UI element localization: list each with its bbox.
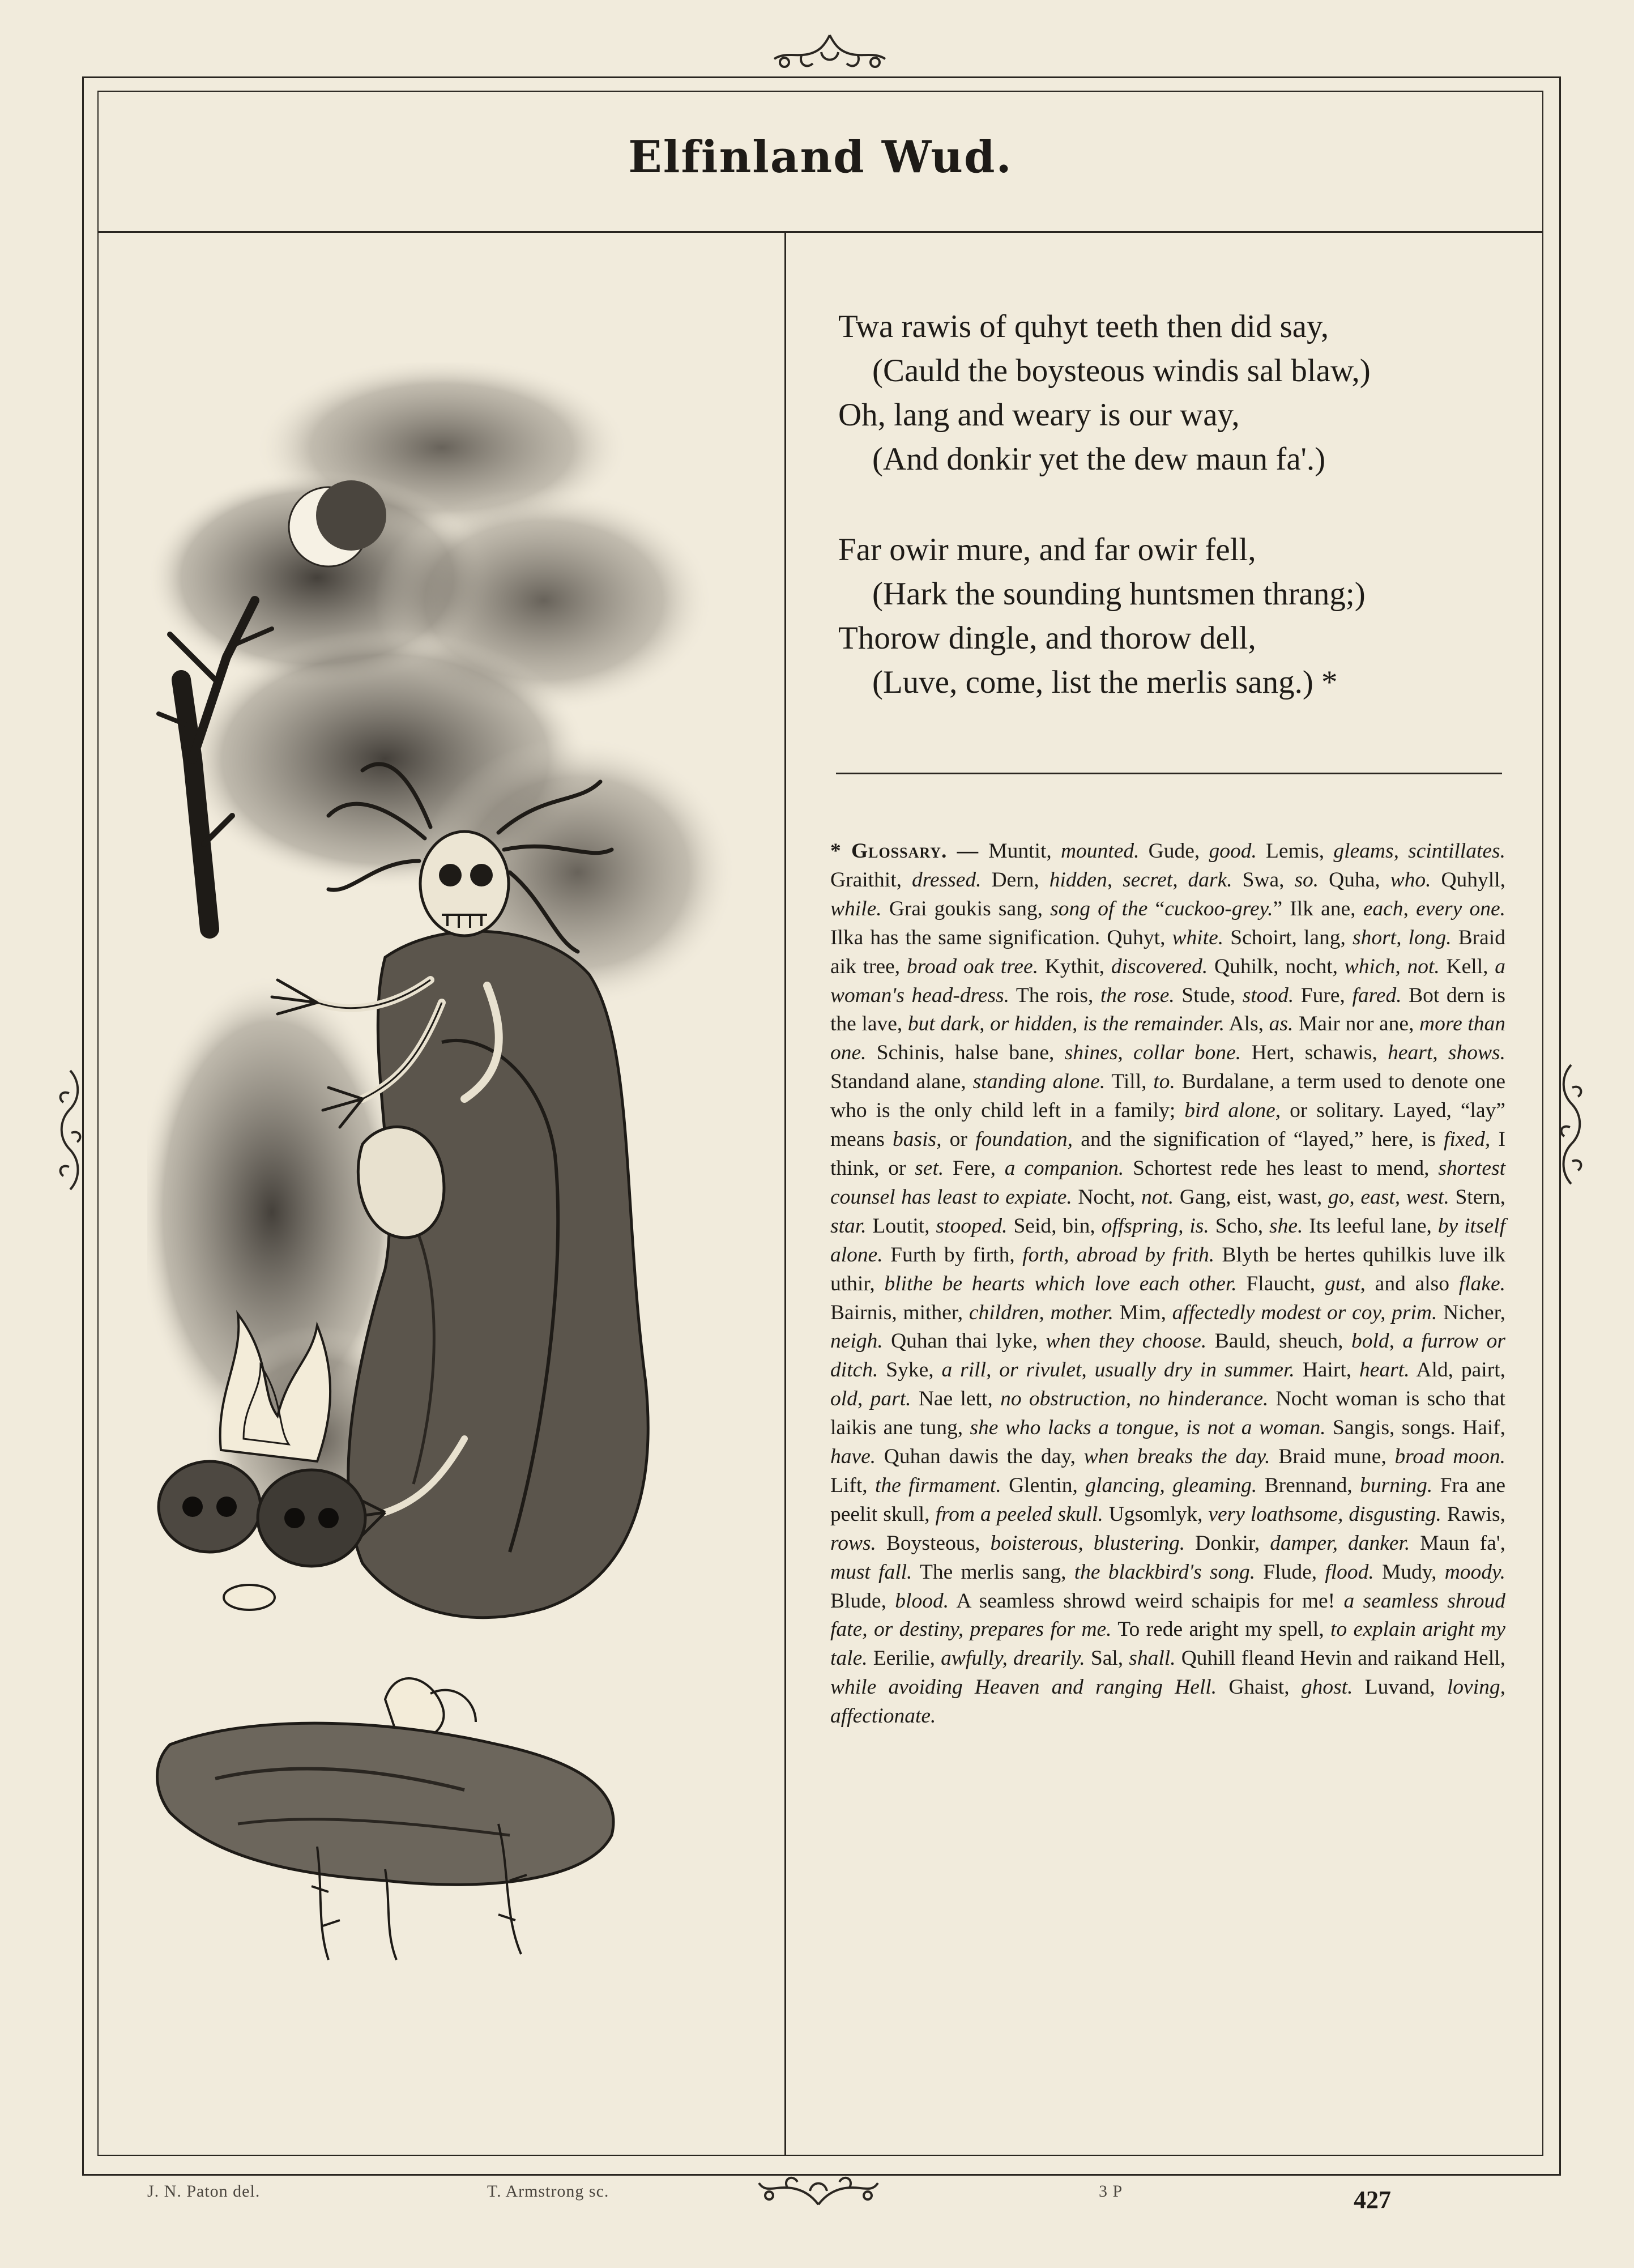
glossary-term: Ugsomlyk, bbox=[1103, 1502, 1209, 1526]
engraver-credit: T. Armstrong sc. bbox=[487, 2182, 609, 2201]
glossary-definition: she who lacks a tongue, is not a woman. bbox=[970, 1416, 1326, 1440]
glossary-term: Bot dern is the lave, bbox=[830, 983, 1506, 1036]
glossary-definition: not. bbox=[1141, 1185, 1174, 1209]
top-ornament-icon bbox=[767, 29, 892, 74]
glossary-term: Sangis, songs. Haif, bbox=[1325, 1416, 1506, 1440]
glossary-definition: neigh. bbox=[830, 1329, 883, 1353]
glossary-term: Quhill fleand Hevin and raikand Hell, bbox=[1175, 1647, 1505, 1670]
glossary-term: Luvand, bbox=[1353, 1676, 1447, 1699]
glossary-term: Rawis, bbox=[1441, 1502, 1505, 1526]
glossary-definition: offspring, is. bbox=[1101, 1214, 1209, 1238]
glossary-term: or solitary. Layed, “lay” means bbox=[830, 1099, 1505, 1152]
glossary-definition: hidden, secret, dark. bbox=[1049, 868, 1232, 892]
glossary-definition: shortest counsel has least to expiate. bbox=[830, 1156, 1505, 1209]
glossary-definition: heart, shows. bbox=[1388, 1041, 1506, 1065]
glossary-definition: shines, collar bone. bbox=[1064, 1041, 1242, 1065]
glossary-definition: old, part. bbox=[830, 1387, 911, 1411]
verse-line: (Luve, come, list the merlis sang.) * bbox=[872, 664, 1338, 700]
verse-line: Far owir mure, and far owir fell, bbox=[838, 532, 1256, 568]
verse-line: (Hark the sounding huntsmen thrang;) bbox=[872, 576, 1366, 612]
glossary-term: Ilka has the same signification. Quhyt, bbox=[830, 926, 1172, 949]
glossary-definition: bold, a furrow or ditch. bbox=[830, 1329, 1505, 1382]
glossary-term: To rede aright my spell, bbox=[1111, 1618, 1331, 1642]
verse-stanza-2 bbox=[838, 528, 1546, 705]
glossary-term: Fere, bbox=[944, 1156, 1005, 1180]
glossary-term: Muntit, bbox=[988, 839, 1061, 863]
glossary-definition: fared. bbox=[1352, 983, 1402, 1007]
glossary-term: Als, bbox=[1225, 1012, 1269, 1036]
verse-line: (Cauld the boysteous windis sal blaw,) bbox=[872, 353, 1371, 389]
glossary-term: Donkir, bbox=[1185, 1531, 1270, 1555]
verse-line: (And donkir yet the dew maun fa'.) bbox=[872, 441, 1326, 477]
glossary-definition: awfully, drearily. bbox=[941, 1647, 1085, 1670]
glossary-term: Hert, schawis, bbox=[1241, 1041, 1388, 1065]
glossary-term: Dern, bbox=[981, 868, 1049, 892]
verse-line: Twa rawis of quhyt teeth then did say, bbox=[838, 309, 1329, 344]
glossary-term: I think, or bbox=[830, 1128, 1505, 1180]
glossary-definition: to explain aright my tale. bbox=[830, 1618, 1506, 1670]
artist-credit: J. N. Paton del. bbox=[147, 2182, 261, 2201]
glossary-definition: the firmament. bbox=[874, 1473, 1001, 1497]
glossary-term: Quhan thai lyke, bbox=[882, 1329, 1046, 1353]
glossary-term: Nicher, bbox=[1437, 1301, 1505, 1324]
engraving-illustration bbox=[147, 363, 753, 1966]
glossary-term: Till, bbox=[1105, 1070, 1154, 1094]
glossary-term: Brennand, bbox=[1257, 1473, 1360, 1497]
glossary-definition: damper, danker. bbox=[1270, 1531, 1410, 1555]
glossary-definition: which, not. bbox=[1344, 954, 1440, 978]
glossary-term: Its leeful lane, bbox=[1303, 1214, 1438, 1238]
glossary-definition: by itself alone. bbox=[830, 1214, 1505, 1267]
glossary-term: Flude, bbox=[1255, 1560, 1325, 1584]
glossary-term: Seid, bin, bbox=[1007, 1214, 1102, 1238]
glossary-definition: discovered. bbox=[1111, 954, 1208, 978]
glossary-term: Quha, bbox=[1319, 868, 1390, 892]
verse-stanza-1 bbox=[838, 305, 1546, 481]
glossary-definition: while. bbox=[830, 897, 882, 920]
glossary-term: Nae lett, bbox=[911, 1387, 1001, 1411]
glossary-definition: short, long. bbox=[1353, 926, 1452, 949]
glossary-definition: gust, bbox=[1325, 1272, 1366, 1295]
glossary-definition: have. bbox=[830, 1445, 876, 1469]
glossary-term: Bauld, sheuch, bbox=[1206, 1329, 1351, 1353]
glossary-term: Syke, bbox=[878, 1358, 942, 1382]
glossary-term: The merlis sang, bbox=[912, 1560, 1074, 1584]
right-ornament-icon bbox=[1553, 1059, 1589, 1190]
glossary-term: Stude, bbox=[1174, 983, 1243, 1007]
glossary-term: Kell, bbox=[1439, 954, 1495, 978]
glossary-definition: song of the bbox=[1050, 897, 1148, 920]
title-rule bbox=[97, 231, 1543, 233]
glossary-term: Loutit, bbox=[866, 1214, 936, 1238]
ground-foliage bbox=[157, 1723, 614, 1960]
glossary-definition: as. bbox=[1269, 1012, 1294, 1036]
glossary-term: Graithit, bbox=[830, 868, 912, 892]
glossary-term: A seamless shrowd weird schaipis for me! bbox=[949, 1589, 1344, 1613]
glossary-definition: forth, abroad by frith. bbox=[1022, 1243, 1215, 1267]
verse-line: Thorow dingle, and thorow dell, bbox=[838, 620, 1256, 656]
glossary-term: The rois, bbox=[1009, 983, 1100, 1007]
bottom-ornament-icon bbox=[753, 2171, 884, 2211]
glossary-definition: a rill, or rivulet, usually dry in summer. bbox=[941, 1358, 1295, 1382]
glossary-term: Eerilie, bbox=[867, 1647, 941, 1670]
glossary-term: “ bbox=[1147, 897, 1165, 920]
glossary-definition: foundation, bbox=[975, 1128, 1073, 1152]
column-divider bbox=[784, 231, 786, 2156]
glossary-definition: star. bbox=[830, 1214, 867, 1238]
glossary-definition: very loathsome, disgusting. bbox=[1208, 1502, 1441, 1526]
glossary-definition: a woman's head-dress. bbox=[830, 954, 1506, 1007]
glossary-term: Scho, bbox=[1209, 1214, 1269, 1238]
glossary-term: Blude, bbox=[830, 1589, 895, 1613]
glossary-term: Standand alane, bbox=[830, 1070, 973, 1094]
glossary-term: Gang, eist, wast, bbox=[1174, 1185, 1328, 1209]
glossary-term: Nocht woman is scho that laikis ane tung, bbox=[830, 1387, 1505, 1440]
verse-rule bbox=[836, 773, 1502, 774]
glossary-term: Fure, bbox=[1294, 983, 1353, 1007]
glossary-definition: blithe be hearts which love each other. bbox=[884, 1272, 1237, 1295]
glossary-definition: she. bbox=[1269, 1214, 1303, 1238]
glossary-definition: must fall. bbox=[830, 1560, 912, 1584]
glossary-lead: * Glossary. — bbox=[830, 839, 989, 863]
glossary-definition: glancing, gleaming. bbox=[1085, 1473, 1257, 1497]
glossary-term: or bbox=[941, 1128, 976, 1152]
glossary-definition: when breaks the day. bbox=[1083, 1445, 1270, 1469]
glossary-definition: affectedly modest or coy, prim. bbox=[1172, 1301, 1437, 1324]
glossary-definition: a seamless shroud fate, or destiny, prepares for me. bbox=[830, 1589, 1505, 1642]
glossary-term: Quhilk, nocht, bbox=[1208, 954, 1345, 978]
glossary-definition: to. bbox=[1153, 1070, 1175, 1094]
glossary-definition: burning. bbox=[1360, 1473, 1433, 1497]
glossary-definition: standing alone. bbox=[972, 1070, 1106, 1094]
glossary-term: Schortest rede hes least to mend, bbox=[1124, 1156, 1439, 1180]
glossary-term: Schoirt, lang, bbox=[1223, 926, 1353, 949]
glossary-definition: rows. bbox=[830, 1531, 876, 1555]
glossary-definition: dressed. bbox=[911, 868, 982, 892]
glossary-term: Mair nor ane, bbox=[1293, 1012, 1420, 1036]
glossary-definition: heart. bbox=[1359, 1358, 1410, 1382]
glossary-definition: mounted. bbox=[1060, 839, 1140, 863]
glossary-definition: basis, bbox=[893, 1128, 942, 1152]
glossary-term: Stern, bbox=[1449, 1185, 1505, 1209]
glossary-definition: bird alone, bbox=[1184, 1099, 1281, 1123]
page-title: Elfinland Wud. bbox=[628, 131, 1013, 183]
glossary-term: Glentin, bbox=[1001, 1473, 1086, 1497]
glossary-term: Ald, pairt, bbox=[1409, 1358, 1506, 1382]
glossary-term: Swa, bbox=[1232, 868, 1295, 892]
glossary-definition: boisterous, blustering. bbox=[990, 1531, 1185, 1555]
glossary-term: and also bbox=[1365, 1272, 1459, 1295]
glossary-definition: more than one. bbox=[830, 1012, 1505, 1065]
glossary-term: Bairnis, mither, bbox=[830, 1301, 969, 1324]
glossary-definition: good. bbox=[1209, 839, 1257, 863]
glossary-term: Sal, bbox=[1085, 1647, 1129, 1670]
glossary-term: Braid mune, bbox=[1270, 1445, 1395, 1469]
glossary-term: Lemis, bbox=[1256, 839, 1334, 863]
glossary-definition: blood. bbox=[895, 1589, 949, 1613]
glossary-definition: set. bbox=[915, 1156, 944, 1180]
glossary-definition: ghost. bbox=[1301, 1676, 1353, 1699]
glossary-term: ” Ilk ane, bbox=[1273, 897, 1363, 920]
glossary-definition: the blackbird's song. bbox=[1074, 1560, 1256, 1584]
glossary-definition: who. bbox=[1390, 868, 1431, 892]
glossary-definition: but dark, or hidden, is the remainder. bbox=[907, 1012, 1225, 1036]
glossary-term: Quhan dawis the day, bbox=[876, 1445, 1084, 1469]
glossary bbox=[830, 837, 1505, 1731]
glossary-term: Maun fa', bbox=[1410, 1531, 1505, 1555]
glossary-term: Gude, bbox=[1139, 839, 1209, 863]
glossary-term: Flaucht, bbox=[1236, 1272, 1325, 1295]
glossary-definition: white. bbox=[1172, 926, 1224, 949]
glossary-definition: so. bbox=[1294, 868, 1319, 892]
glossary-definition: from a peeled skull. bbox=[935, 1502, 1103, 1526]
glossary-definition: shall. bbox=[1129, 1647, 1176, 1670]
glossary-definition: loving, affectionate. bbox=[830, 1676, 1505, 1728]
glossary-definition: the rose. bbox=[1100, 983, 1175, 1007]
glossary-definition: fixed, bbox=[1444, 1128, 1491, 1152]
glossary-term: Grai goukis sang, bbox=[881, 897, 1051, 920]
glossary-term: Furth by firth, bbox=[882, 1243, 1023, 1267]
glossary-definition: go, east, west. bbox=[1328, 1185, 1449, 1209]
glossary-term: Schinis, halse bane, bbox=[866, 1041, 1065, 1065]
glossary-definition: cuckoo-grey. bbox=[1164, 897, 1273, 920]
glossary-term: Boysteous, bbox=[876, 1531, 991, 1555]
glossary-term: and the signification of “layed,” here, is bbox=[1073, 1128, 1444, 1152]
glossary-definition: while avoiding Heaven and ranging Hell. bbox=[830, 1676, 1217, 1699]
glossary-definition: broad moon. bbox=[1394, 1445, 1505, 1469]
glossary-term: Ghaist, bbox=[1217, 1676, 1302, 1699]
glossary-term: Nocht, bbox=[1072, 1185, 1141, 1209]
glossary-definition: no obstruction, no hinderance. bbox=[1000, 1387, 1269, 1411]
glossary-term: Lift, bbox=[830, 1473, 875, 1497]
glossary-definition: children, mother. bbox=[969, 1301, 1113, 1324]
glossary-term: Hairt, bbox=[1294, 1358, 1360, 1382]
glossary-definition: broad oak tree. bbox=[906, 954, 1039, 978]
glossary-definition: stood. bbox=[1242, 983, 1294, 1007]
glossary-term: Mim, bbox=[1113, 1301, 1172, 1324]
signature-mark: 3 P bbox=[1099, 2182, 1123, 2201]
glossary-term: Braid aik tree, bbox=[830, 926, 1505, 978]
glossary-term: Fra ane peelit skull, bbox=[830, 1473, 1506, 1526]
glossary-definition: flake. bbox=[1458, 1272, 1505, 1295]
glossary-definition: moody. bbox=[1444, 1560, 1505, 1584]
glossary-definition: stooped. bbox=[936, 1214, 1008, 1238]
glossary-term: Burdalane, a term used to denote one who is the only child left in a family; bbox=[830, 1070, 1505, 1123]
left-ornament-icon bbox=[52, 1065, 88, 1195]
page-number: 427 bbox=[1354, 2186, 1391, 2214]
glossary-term: Kythit, bbox=[1038, 954, 1111, 978]
glossary-definition: when they choose. bbox=[1046, 1329, 1207, 1353]
glossary-term: Blyth be hertes quhilkis luve ilk uthir, bbox=[830, 1243, 1505, 1295]
glossary-definition: gleams, scintillates. bbox=[1333, 839, 1505, 863]
glossary-definition: each, every one. bbox=[1363, 897, 1505, 920]
glossary-term: Mudy, bbox=[1373, 1560, 1445, 1584]
verse-line: Oh, lang and weary is our way, bbox=[838, 397, 1240, 433]
glossary-definition: flood. bbox=[1325, 1560, 1374, 1584]
glossary-definition: a companion. bbox=[1004, 1156, 1124, 1180]
glossary-term: Quhyll, bbox=[1431, 868, 1506, 892]
